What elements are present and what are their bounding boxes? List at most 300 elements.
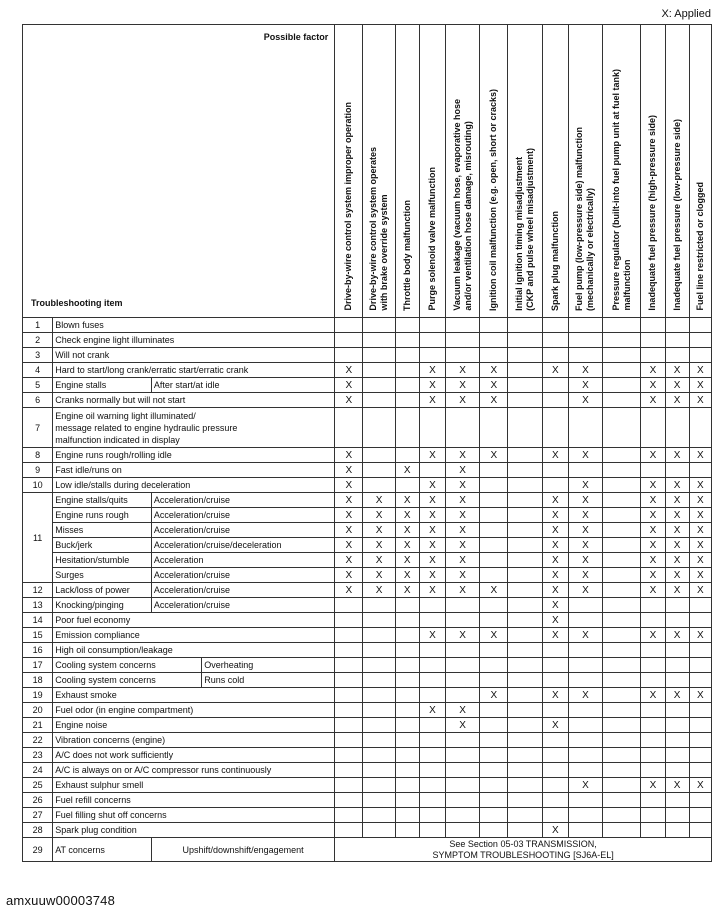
applied-cell (603, 823, 641, 838)
factor-header (363, 25, 395, 318)
row-number: 5 (23, 378, 53, 393)
applied-cell (641, 628, 665, 643)
applied-cell (335, 538, 363, 553)
applied-cell (568, 448, 602, 463)
applied-cell (603, 408, 641, 448)
applied-cell (419, 538, 445, 553)
trouble-condition: After start/at idle (151, 378, 334, 393)
applied-cell (508, 673, 542, 688)
applied-cell (641, 718, 665, 733)
applied-cell (480, 658, 508, 673)
applied-mark: X (697, 479, 704, 491)
applied-cell (689, 673, 711, 688)
applied-cell (363, 568, 395, 583)
applied-mark: X (649, 364, 657, 376)
applied-cell (363, 493, 395, 508)
applied-cell (395, 538, 419, 553)
applied-mark: X (649, 629, 657, 641)
trouble-item: Cooling system concerns (53, 658, 202, 673)
applied-cell (446, 523, 480, 538)
applied-cell (508, 538, 542, 553)
applied-mark: X (375, 494, 383, 506)
applied-cell (665, 718, 689, 733)
applied-cell (689, 688, 711, 703)
table-row (23, 408, 712, 448)
applied-mark: X (673, 539, 681, 551)
applied-cell (363, 643, 395, 658)
applied-cell (419, 733, 445, 748)
applied-cell (335, 463, 363, 478)
applied-cell (603, 448, 641, 463)
row-number: 24 (23, 763, 53, 778)
applied-cell (641, 408, 665, 448)
applied-cell (363, 508, 395, 523)
factor-label: Ignition coil malfunction (e.g. open, short or cracks) (488, 88, 499, 311)
row-number: 19 (23, 688, 53, 703)
row-number: 26 (23, 793, 53, 808)
applied-cell (395, 508, 419, 523)
applied-mark: X (490, 394, 498, 406)
applied-mark: X (429, 494, 436, 506)
applied-cell (665, 703, 689, 718)
table-row (23, 733, 712, 748)
applied-cell (665, 393, 689, 408)
factor-label: Initial ignition timing misadjustment (CKP and pulse wheel misadjustment) (514, 148, 536, 311)
row-number: 10 (23, 478, 53, 493)
applied-cell (568, 463, 602, 478)
applied-mark: X (673, 394, 681, 406)
applied-cell (508, 318, 542, 333)
applied-cell (603, 688, 641, 703)
applied-cell (665, 538, 689, 553)
applied-mark: X (649, 584, 657, 596)
table-row (23, 718, 712, 733)
factor-header (568, 25, 602, 318)
applied-cell (689, 763, 711, 778)
applied-cell (446, 808, 480, 823)
applied-mark: X (345, 479, 353, 491)
applied-mark: X (673, 524, 681, 536)
table-row (23, 613, 712, 628)
applied-cell (480, 748, 508, 763)
factor-label: Vacuum leakage (vacuum hose, evaporative hose and/or ventilation hose damage, misrouting) (451, 99, 473, 311)
trouble-item: Misses (53, 523, 152, 538)
applied-cell (603, 523, 641, 538)
applied-cell (542, 628, 568, 643)
factor-label: Purge solenoid valve malfunction (426, 167, 437, 311)
factor-label: Inadequate fuel pressure (low-pressure side) (671, 119, 682, 311)
applied-cell (641, 583, 665, 598)
applied-cell (568, 318, 602, 333)
applied-mark: X (673, 509, 681, 521)
trouble-item: Cranks normally but will not start (53, 393, 335, 408)
applied-cell (335, 448, 363, 463)
applied-cell (603, 583, 641, 598)
applied-cell (480, 823, 508, 838)
applied-cell (363, 718, 395, 733)
applied-cell (363, 478, 395, 493)
applied-cell (542, 793, 568, 808)
applied-cell (603, 553, 641, 568)
applied-cell (363, 553, 395, 568)
applied-cell (641, 568, 665, 583)
applied-mark: X (697, 509, 704, 521)
applied-cell (508, 808, 542, 823)
trouble-condition: Acceleration/cruise (151, 508, 334, 523)
row-number: 16 (23, 643, 53, 658)
applied-cell (419, 673, 445, 688)
applied-cell (665, 553, 689, 568)
applied-cell (665, 613, 689, 628)
applied-mark: X (403, 539, 411, 551)
applied-cell (363, 408, 395, 448)
applied-cell (542, 538, 568, 553)
table-body (23, 318, 712, 862)
row-number: 15 (23, 628, 53, 643)
applied-mark: X (459, 449, 466, 461)
applied-cell (665, 463, 689, 478)
applied-cell (335, 823, 363, 838)
applied-cell (508, 568, 542, 583)
applied-cell (641, 553, 665, 568)
header-row (23, 25, 712, 318)
applied-cell (665, 523, 689, 538)
applied-cell (363, 823, 395, 838)
applied-mark: X (582, 364, 589, 376)
applied-cell (395, 733, 419, 748)
applied-mark: X (551, 554, 559, 566)
applied-cell (395, 493, 419, 508)
table-row (23, 778, 712, 793)
trouble-item: A/C is always on or A/C compressor runs continuously (53, 763, 335, 778)
applied-cell (542, 553, 568, 568)
applied-cell (446, 348, 480, 363)
table-row (23, 463, 712, 478)
row-number: 4 (23, 363, 53, 378)
applied-cell (419, 703, 445, 718)
applied-cell (419, 478, 445, 493)
applied-mark: X (649, 524, 657, 536)
table-row (23, 628, 712, 643)
applied-cell (568, 583, 602, 598)
applied-mark: X (490, 364, 498, 376)
applied-mark: X (551, 824, 559, 836)
applied-cell (641, 643, 665, 658)
applied-cell (542, 393, 568, 408)
applied-mark: X (345, 569, 353, 581)
applied-cell (603, 318, 641, 333)
trouble-item: Low idle/stalls during deceleration (53, 478, 335, 493)
applied-cell (363, 673, 395, 688)
applied-mark: X (490, 584, 498, 596)
applied-cell (603, 478, 641, 493)
applied-cell (542, 463, 568, 478)
row-number: 14 (23, 613, 53, 628)
applied-mark: X (649, 494, 657, 506)
applied-mark: X (673, 449, 681, 461)
applied-cell (363, 583, 395, 598)
applied-mark: X (345, 554, 353, 566)
trouble-item: Engine runs rough/rolling idle (53, 448, 335, 463)
applied-cell (395, 378, 419, 393)
applied-cell (508, 408, 542, 448)
applied-mark: X (582, 569, 589, 581)
applied-cell (480, 763, 508, 778)
trouble-item: Engine stalls (53, 378, 152, 393)
applied-cell (480, 718, 508, 733)
applied-cell (508, 703, 542, 718)
applied-mark: X (697, 779, 704, 791)
applied-cell (568, 363, 602, 378)
applied-cell (335, 333, 363, 348)
applied-cell (335, 583, 363, 598)
applied-cell (480, 778, 508, 793)
table-row (23, 553, 712, 568)
trouble-item: Spark plug condition (53, 823, 335, 838)
applied-cell (335, 568, 363, 583)
applied-cell (665, 333, 689, 348)
applied-cell (568, 733, 602, 748)
applied-mark: X (429, 479, 436, 491)
applied-cell (542, 568, 568, 583)
applied-cell (603, 673, 641, 688)
applied-cell (641, 448, 665, 463)
applied-cell (665, 583, 689, 598)
applied-cell (395, 333, 419, 348)
factor-header (335, 25, 363, 318)
applied-cell (689, 658, 711, 673)
applied-cell (508, 333, 542, 348)
applied-cell (665, 778, 689, 793)
applied-cell (446, 538, 480, 553)
applied-cell (419, 778, 445, 793)
applied-mark: X (429, 394, 436, 406)
applied-mark: X (459, 554, 466, 566)
table-row (23, 763, 712, 778)
applied-mark: X (403, 554, 411, 566)
applied-cell (446, 463, 480, 478)
row-number: 25 (23, 778, 53, 793)
applied-cell (542, 613, 568, 628)
applied-cell (568, 478, 602, 493)
applied-cell (542, 703, 568, 718)
applied-cell (446, 643, 480, 658)
applied-mark: X (459, 394, 466, 406)
applied-cell (335, 718, 363, 733)
applied-mark: X (375, 569, 383, 581)
trouble-item: Exhaust smoke (53, 688, 335, 703)
applied-cell (395, 748, 419, 763)
applied-mark: X (345, 539, 353, 551)
applied-cell (689, 583, 711, 598)
applied-mark: X (697, 494, 704, 506)
applied-mark: X (345, 449, 353, 461)
applied-cell (542, 508, 568, 523)
row-number: 12 (23, 583, 53, 598)
applied-cell (641, 823, 665, 838)
applied-cell (508, 463, 542, 478)
applied-cell (419, 763, 445, 778)
applied-cell (446, 378, 480, 393)
applied-mark: X (459, 719, 466, 731)
trouble-item: Engine stalls/quits (53, 493, 152, 508)
applied-cell (568, 703, 602, 718)
applied-cell (641, 538, 665, 553)
applied-cell (395, 823, 419, 838)
applied-cell (446, 478, 480, 493)
applied-cell (568, 508, 602, 523)
factor-label: Inadequate fuel pressure (high-pressure side) (647, 115, 658, 311)
applied-cell (363, 378, 395, 393)
applied-cell (508, 763, 542, 778)
applied-cell (395, 348, 419, 363)
applied-mark: X (697, 394, 704, 406)
applied-cell (568, 378, 602, 393)
applied-cell (419, 393, 445, 408)
applied-cell (419, 378, 445, 393)
applied-cell (446, 613, 480, 628)
applied-cell (335, 688, 363, 703)
applied-cell (363, 763, 395, 778)
row-number: 1 (23, 318, 53, 333)
applied-cell (568, 348, 602, 363)
row-number: 21 (23, 718, 53, 733)
applied-cell (480, 523, 508, 538)
applied-cell (419, 658, 445, 673)
table-row (23, 568, 712, 583)
applied-mark: X (490, 379, 498, 391)
trouble-item: Poor fuel economy (53, 613, 335, 628)
applied-mark: X (459, 584, 466, 596)
applied-mark: X (551, 494, 559, 506)
applied-cell (363, 628, 395, 643)
applied-mark: X (459, 494, 466, 506)
factor-label: Fuel line restricted or clogged (694, 182, 705, 311)
applied-mark: X (673, 569, 681, 581)
applied-cell (689, 448, 711, 463)
applied-mark: X (673, 629, 681, 641)
applied-cell (689, 613, 711, 628)
applied-cell (508, 613, 542, 628)
applied-mark: X (429, 364, 436, 376)
applied-cell (508, 478, 542, 493)
applied-cell (665, 763, 689, 778)
applied-cell (508, 793, 542, 808)
applied-cell (689, 778, 711, 793)
row-number: 2 (23, 333, 53, 348)
factor-header (542, 25, 568, 318)
applied-cell (689, 348, 711, 363)
applied-mark: X (697, 379, 704, 391)
applied-cell (395, 778, 419, 793)
applied-cell (395, 553, 419, 568)
applied-cell (335, 378, 363, 393)
applied-cell (446, 318, 480, 333)
applied-cell (603, 508, 641, 523)
applied-cell (665, 793, 689, 808)
applied-mark: X (345, 494, 353, 506)
applied-cell (641, 348, 665, 363)
table-row (23, 363, 712, 378)
applied-cell (508, 823, 542, 838)
applied-cell (395, 718, 419, 733)
table-row (23, 493, 712, 508)
applied-cell (508, 508, 542, 523)
applied-cell (689, 718, 711, 733)
applied-cell (603, 808, 641, 823)
trouble-item: Lack/loss of power (53, 583, 152, 598)
applied-cell (603, 748, 641, 763)
applied-cell (568, 598, 602, 613)
row-number: 8 (23, 448, 53, 463)
applied-mark: X (551, 719, 559, 731)
applied-cell (419, 793, 445, 808)
applied-cell (542, 378, 568, 393)
applied-cell (542, 688, 568, 703)
applied-cell (603, 363, 641, 378)
applied-cell (641, 613, 665, 628)
applied-cell (568, 718, 602, 733)
factor-label: Spark plug malfunction (549, 210, 560, 311)
applied-cell (665, 448, 689, 463)
row-number: 29 (23, 838, 53, 862)
see-section-note: See Section 05-03 TRANSMISSION, SYMPTOM TROUBLESHOOTING [SJ6A-EL] (335, 838, 712, 862)
applied-cell (363, 348, 395, 363)
applied-mark: X (673, 479, 681, 491)
applied-mark: X (345, 379, 353, 391)
trouble-item: Hard to start/long crank/erratic start/erratic crank (53, 363, 335, 378)
applied-mark: X (673, 364, 681, 376)
row-number: 11 (23, 493, 53, 583)
applied-mark: X (697, 449, 704, 461)
applied-cell (603, 333, 641, 348)
applied-mark: X (459, 509, 466, 521)
applied-mark: X (490, 689, 498, 701)
applied-cell (689, 598, 711, 613)
trouble-item: Fast idle/runs on (53, 463, 335, 478)
applied-cell (446, 598, 480, 613)
trouble-item: High oil consumption/leakage (53, 643, 335, 658)
applied-mark: X (490, 629, 498, 641)
applied-cell (603, 463, 641, 478)
applied-cell (665, 658, 689, 673)
applied-cell (419, 408, 445, 448)
applied-mark: X (649, 509, 657, 521)
applied-mark: X (551, 509, 559, 521)
applied-cell (542, 598, 568, 613)
applied-cell (641, 508, 665, 523)
applied-cell (542, 658, 568, 673)
applied-cell (542, 733, 568, 748)
applied-cell (395, 478, 419, 493)
applied-cell (665, 598, 689, 613)
applied-cell (641, 778, 665, 793)
applied-cell (419, 688, 445, 703)
factor-label: Fuel pump (low-pressure side) malfunction (mechanically or electrically) (574, 126, 596, 311)
applied-cell (335, 493, 363, 508)
applied-cell (641, 808, 665, 823)
applied-cell (363, 748, 395, 763)
applied-cell (480, 733, 508, 748)
applied-cell (689, 538, 711, 553)
applied-cell (508, 493, 542, 508)
applied-cell (395, 808, 419, 823)
applied-cell (665, 628, 689, 643)
applied-cell (542, 408, 568, 448)
applied-cell (446, 553, 480, 568)
applied-cell (603, 568, 641, 583)
applied-cell (480, 333, 508, 348)
